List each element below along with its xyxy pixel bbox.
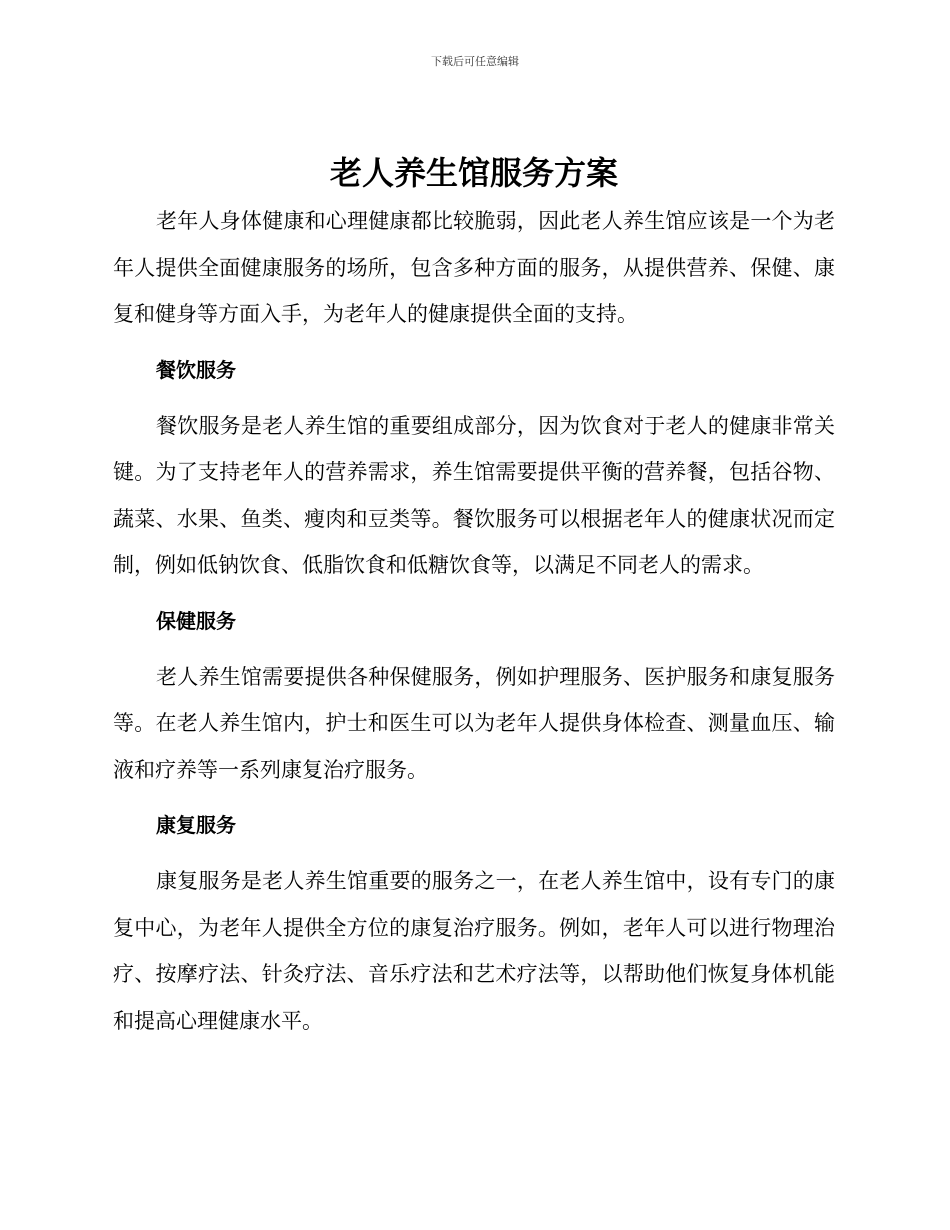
section-heading-catering: 餐饮服务 [156,357,236,382]
section-paragraph-healthcare: 老人养生馆需要提供各种保健服务，例如护理服务、医护服务和康复服务等。在老人养生馆内，护士和医生可以为老年人提供身体检查、测量血压、输液和疗养等一系列康复治疗服务。 [113,664,835,782]
document-title: 老人养生馆服务方案 [329,154,618,192]
section-paragraph-catering: 餐饮服务是老人养生馆的重要组成部分，因为饮食对于老人的健康非常关键。为了支持老年人的营养需求，养生馆需要提供平衡的营养餐，包括谷物、蔬菜、水果、鱼类、瘦肉和豆类等。餐饮服务可以根据老年人的健康状况而定制，例如低钠饮食、低脂饮食和低糖饮食等，以满足不同老人的需求。 [113,413,835,577]
section-paragraph-rehabilitation: 康复服务是老人养生馆重要的服务之一，在老人养生馆中，设有专门的康复中心，为老年人提供全方位的康复治疗服务。例如，老年人可以进行物理治疗、按摩疗法、针灸疗法、音乐疗法和艺术疗法等，以帮助他们恢复身体机能和提高心理健康水平。 [113,869,835,1033]
document-body [113,150,835,1044]
page-header-note: 下载后可任意编辑 [431,55,519,68]
section-heading-healthcare: 保健服务 [156,608,236,633]
intro-paragraph: 老年人身体健康和心理健康都比较脆弱，因此老人养生馆应该是一个为老年人提供全面健康服务的场所，包含多种方面的服务，从提供营养、保健、康复和健身等方面入手，为老年人的健康提供全面的支持。 [113,209,835,326]
section-heading-rehabilitation: 康复服务 [156,813,236,837]
